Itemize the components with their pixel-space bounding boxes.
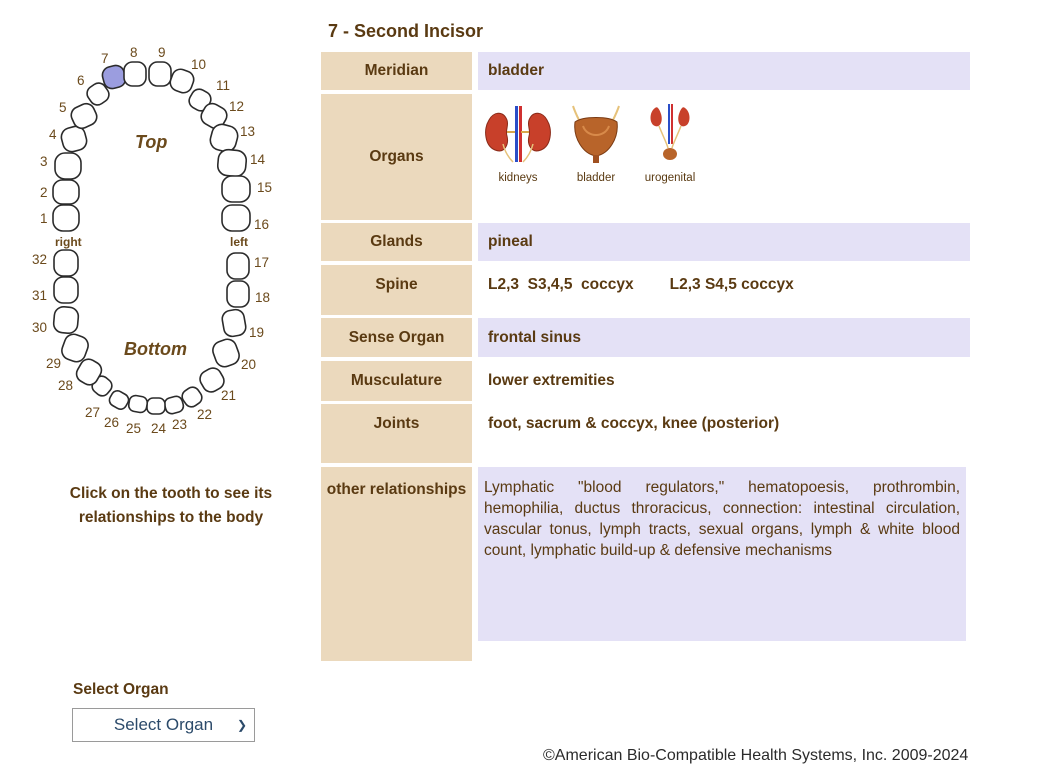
tooth-23-shape[interactable] [163,395,185,415]
tooth-20-shape[interactable] [210,337,241,370]
tooth-21[interactable] [197,365,236,403]
tooth-3-shape[interactable] [55,153,81,179]
tooth-9-number[interactable]: 9 [158,45,166,60]
tooth-17[interactable] [227,253,269,279]
glands-row [321,223,971,261]
spine-value [478,265,970,315]
tooth-28-number[interactable]: 28 [58,378,74,393]
tooth-25-shape[interactable] [128,395,149,414]
joints-value: foot, sacrum & coccyx, knee (posterior) [478,404,970,463]
spine-label: Spine [321,265,472,315]
tooth-20-number[interactable]: 20 [241,357,257,372]
organs-row [321,94,971,220]
select-organ-dropdown[interactable] [72,708,255,742]
tooth-5-number[interactable]: 5 [59,100,67,115]
tooth-8[interactable] [124,45,146,86]
organs-label: Organs [321,94,472,220]
tooth-13-number[interactable]: 13 [240,124,256,139]
select-organ-value: Select Organ [113,715,214,734]
tooth-15[interactable] [222,176,272,202]
tooth-24-number[interactable]: 24 [151,421,167,436]
tooth-30[interactable] [32,306,79,335]
tooth-29-number[interactable]: 29 [46,356,62,371]
joints-label: Joints [321,404,472,463]
organ-bladder[interactable] [556,100,636,184]
musculature-row [321,361,971,401]
urogenital-icon [631,100,709,164]
tooth-chart [20,40,290,440]
tooth-2-shape[interactable] [53,180,79,204]
tooth-18-number[interactable]: 18 [255,290,271,305]
tooth-30-shape[interactable] [53,306,79,334]
tooth-19[interactable] [221,308,264,340]
top-jaw-label: Top [135,132,168,152]
tooth-32-number[interactable]: 32 [32,252,48,267]
meridian-label: Meridian [321,52,472,90]
tooth-27-number[interactable]: 27 [85,405,101,420]
organ-kidneys-name: kidneys [498,172,538,184]
tooth-30-number[interactable]: 30 [32,320,48,335]
organs-value [478,94,970,220]
tooth-8-shape[interactable] [124,62,146,86]
tooth-6-number[interactable]: 6 [77,73,85,88]
tooth-16-number[interactable]: 16 [254,217,270,232]
tooth-1-number[interactable]: 1 [40,211,48,226]
tooth-20[interactable] [210,337,256,372]
other-relationships-value: Lymphatic "blood regulators," hematopoesis, prothrombin, hemophilia, ductus throracicus, connection: intestinal circulation, vascular tonus, lymph tracts, sexual organs, lymph & white blood count, lymphatic build-up & defensive mechanisms [478,467,966,641]
tooth-31[interactable] [32,277,78,303]
tooth-3-number[interactable]: 3 [40,154,48,169]
joints-row [321,404,971,463]
tooth-11-number[interactable]: 11 [216,78,231,93]
tooth-26-number[interactable]: 26 [104,415,120,430]
tooth-22-number[interactable]: 22 [197,407,213,422]
tooth-31-number[interactable]: 31 [32,288,48,303]
kidneys-icon [479,100,557,164]
tooth-title: 7 - Second Incisor [328,21,484,41]
tooth-8-number[interactable]: 8 [130,45,138,60]
tooth-25[interactable] [126,395,148,436]
tooth-16-shape[interactable] [222,205,250,231]
tooth-24[interactable] [147,398,167,436]
tooth-15-number[interactable]: 15 [257,180,273,195]
sense-organ-value: frontal sinus [478,318,970,357]
tooth-2-number[interactable]: 2 [40,185,48,200]
tooth-14[interactable] [217,149,266,177]
tooth-18[interactable] [227,281,270,307]
other-relationships-row [321,467,971,661]
right-side-label: right [55,235,82,249]
bladder-icon [557,100,635,164]
tooth-21-number[interactable]: 21 [221,388,237,403]
spine-value-b: L2,3 S4,5 coccyx [669,276,794,293]
tooth-chart-svg [20,40,290,440]
tooth-14-number[interactable]: 14 [250,152,266,167]
tooth-32[interactable] [32,250,78,276]
meridian-value: bladder [478,52,970,90]
tooth-16[interactable] [222,205,269,232]
tooth-17-shape[interactable] [227,253,249,279]
tooth-31-shape[interactable] [54,277,78,303]
tooth-18-shape[interactable] [227,281,249,307]
sense-organ-label: Sense Organ [321,318,472,357]
organ-bladder-name: bladder [576,172,616,184]
meridian-row [321,52,971,90]
copyright-footer: ©American Bio-Compatible Health Systems, Inc. 2009-2024 [543,747,969,764]
tooth-10-number[interactable]: 10 [191,57,207,72]
organ-urogenital-name: urogenital [644,172,696,184]
sense-organ-row [321,318,971,357]
tooth-9-shape[interactable] [149,62,171,86]
bottom-jaw-label: Bottom [124,339,187,359]
tooth-19-number[interactable]: 19 [249,325,265,340]
tooth-12-number[interactable]: 12 [229,99,245,114]
tooth-23-number[interactable]: 23 [172,417,188,432]
left-side-label: left [230,235,248,249]
tooth-15-shape[interactable] [222,176,250,202]
tooth-1[interactable] [40,205,79,231]
tooth-25-number[interactable]: 25 [126,421,142,436]
tooth-14-shape[interactable] [217,149,247,177]
glands-value: pineal [478,223,970,261]
tooth-24-shape[interactable] [147,398,165,414]
spine-value-a: L2,3 S3,4,5 coccyx [488,276,634,293]
organ-urogenital[interactable] [630,100,710,184]
tooth-1-shape[interactable] [53,205,79,231]
musculature-value: lower extremities [478,361,970,401]
musculature-label: Musculature [321,361,472,401]
tooth-9[interactable] [149,45,171,86]
organ-kidneys[interactable] [478,100,558,184]
tooth-32-shape[interactable] [54,250,78,276]
other-relationships-label: other relationships [321,467,472,661]
spine-row [321,265,971,315]
tooth-17-number[interactable]: 17 [254,255,270,270]
tooth-26-shape[interactable] [107,389,131,412]
tooth-7-number[interactable]: 7 [101,51,109,66]
glands-label: Glands [321,223,472,261]
instructions-text: Click on the tooth to see its relationships to the body [69,485,273,526]
tooth-19-shape[interactable] [221,308,247,337]
tooth-2[interactable] [40,180,79,204]
tooth-3[interactable] [40,153,81,179]
select-organ-label: Select Organ [73,681,169,698]
chevron-down-icon: ❯ [236,718,247,732]
tooth-4-number[interactable]: 4 [49,127,57,142]
